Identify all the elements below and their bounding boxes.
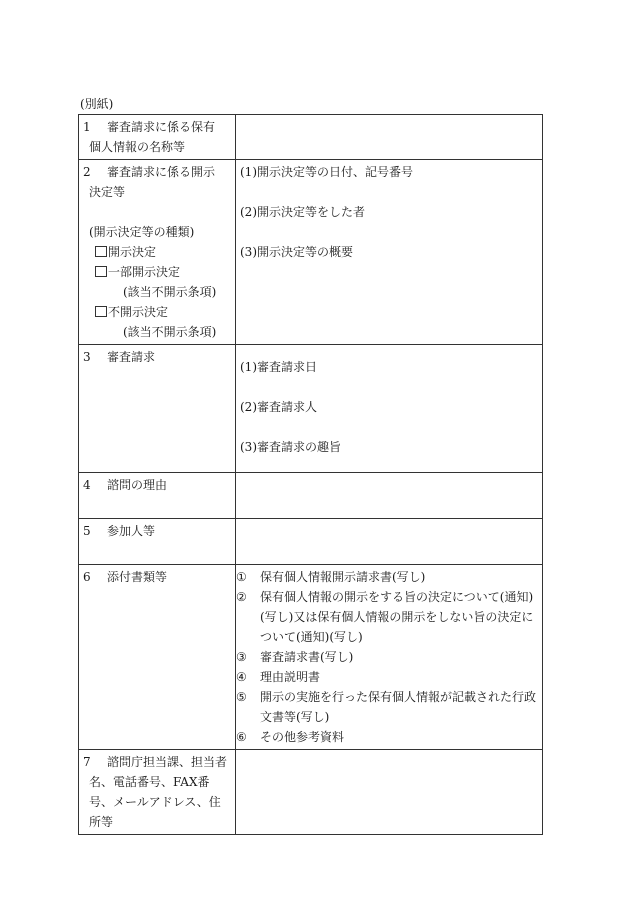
- row-6-label-cell: [79, 565, 236, 750]
- item-number: 3: [83, 350, 91, 364]
- item-number: 4: [83, 478, 91, 492]
- sub-item: (1)開示決定等の日付、記号番号: [240, 165, 413, 179]
- attachment-item: ③ 審査請求書(写し): [236, 650, 354, 664]
- option-disclosure[interactable]: 開示決定: [83, 242, 233, 262]
- item-number: 2: [83, 165, 91, 179]
- item-label: 決定等: [89, 185, 126, 199]
- item-label: 審査請求: [107, 350, 156, 364]
- row-5-label-cell: [79, 519, 236, 565]
- item-number: 1: [83, 120, 91, 134]
- table-row: [79, 565, 543, 750]
- item-number: 6: [83, 570, 91, 584]
- item-label: 号、メールアドレス、住: [89, 795, 221, 809]
- row-1-content-cell[interactable]: [236, 115, 543, 160]
- item-label: 審査請求に係る保有: [107, 120, 216, 134]
- row-7-label-cell: [79, 750, 236, 835]
- consultation-form-table: [78, 114, 543, 835]
- sub-item: (1)審査請求日: [240, 360, 317, 374]
- sub-item: (2)開示決定等をした者: [240, 205, 365, 219]
- option-note: (該当不開示条項): [123, 325, 217, 339]
- sub-item: (3)開示決定等の概要: [240, 245, 353, 259]
- option-non-disclosure[interactable]: 不開示決定: [83, 302, 233, 322]
- item-label: 審査請求に係る開示: [107, 165, 216, 179]
- option-note: (該当不開示条項): [123, 285, 217, 299]
- table-row: [79, 160, 543, 345]
- table-row: [79, 473, 543, 519]
- attachment-item: ⑥ その他参考資料: [236, 730, 345, 744]
- table-row: [79, 345, 543, 473]
- attachment-item: ② 保有個人情報の開示をする旨の決定について(通知)(写し)又は保有個人情報の開示をしない旨の決定について(通知)(写し): [236, 590, 534, 644]
- checkbox-icon[interactable]: [95, 306, 107, 317]
- item-label: 個人情報の名称等: [89, 140, 186, 154]
- row-4-label-cell: [79, 473, 236, 519]
- sub-item: (2)審査請求人: [240, 400, 317, 414]
- item-label: 諮問の理由: [107, 478, 168, 492]
- row-3-label-cell: [79, 345, 236, 473]
- item-number: 5: [83, 524, 91, 538]
- row-7-content-cell[interactable]: [236, 750, 543, 835]
- table-row: [79, 519, 543, 565]
- decision-kind-heading: (開示決定等の種類): [89, 225, 195, 239]
- table-row: [79, 750, 543, 835]
- row-6-content-cell[interactable]: [236, 565, 543, 750]
- item-number: 7: [83, 755, 91, 769]
- row-2-label-cell: [79, 160, 236, 345]
- sub-item: (3)審査請求の趣旨: [240, 440, 341, 454]
- option-partial-disclosure[interactable]: 一部開示決定: [83, 262, 233, 282]
- item-label: 名、電話番号、FAX番: [89, 775, 210, 789]
- checkbox-icon[interactable]: [95, 246, 107, 257]
- attachment-item: ⑤ 開示の実施を行った保有個人情報が記載された行政文書等(写し): [236, 690, 537, 724]
- document-caption: (別紙): [80, 97, 114, 111]
- attachment-item: ④ 理由説明書: [236, 670, 321, 684]
- item-label: 参加人等: [107, 524, 156, 538]
- table-row: [79, 115, 543, 160]
- item-label: 所等: [89, 815, 114, 829]
- row-3-content-cell[interactable]: [236, 345, 543, 473]
- checkbox-icon[interactable]: [95, 266, 107, 277]
- attachment-item: ① 保有個人情報開示請求書(写し): [236, 570, 426, 584]
- row-5-content-cell[interactable]: [236, 519, 543, 565]
- row-4-content-cell[interactable]: [236, 473, 543, 519]
- item-label: 諮問庁担当課、担当者: [107, 755, 228, 769]
- row-1-label-cell: [79, 115, 236, 160]
- row-2-content-cell[interactable]: [236, 160, 543, 345]
- item-label: 添付書類等: [107, 570, 168, 584]
